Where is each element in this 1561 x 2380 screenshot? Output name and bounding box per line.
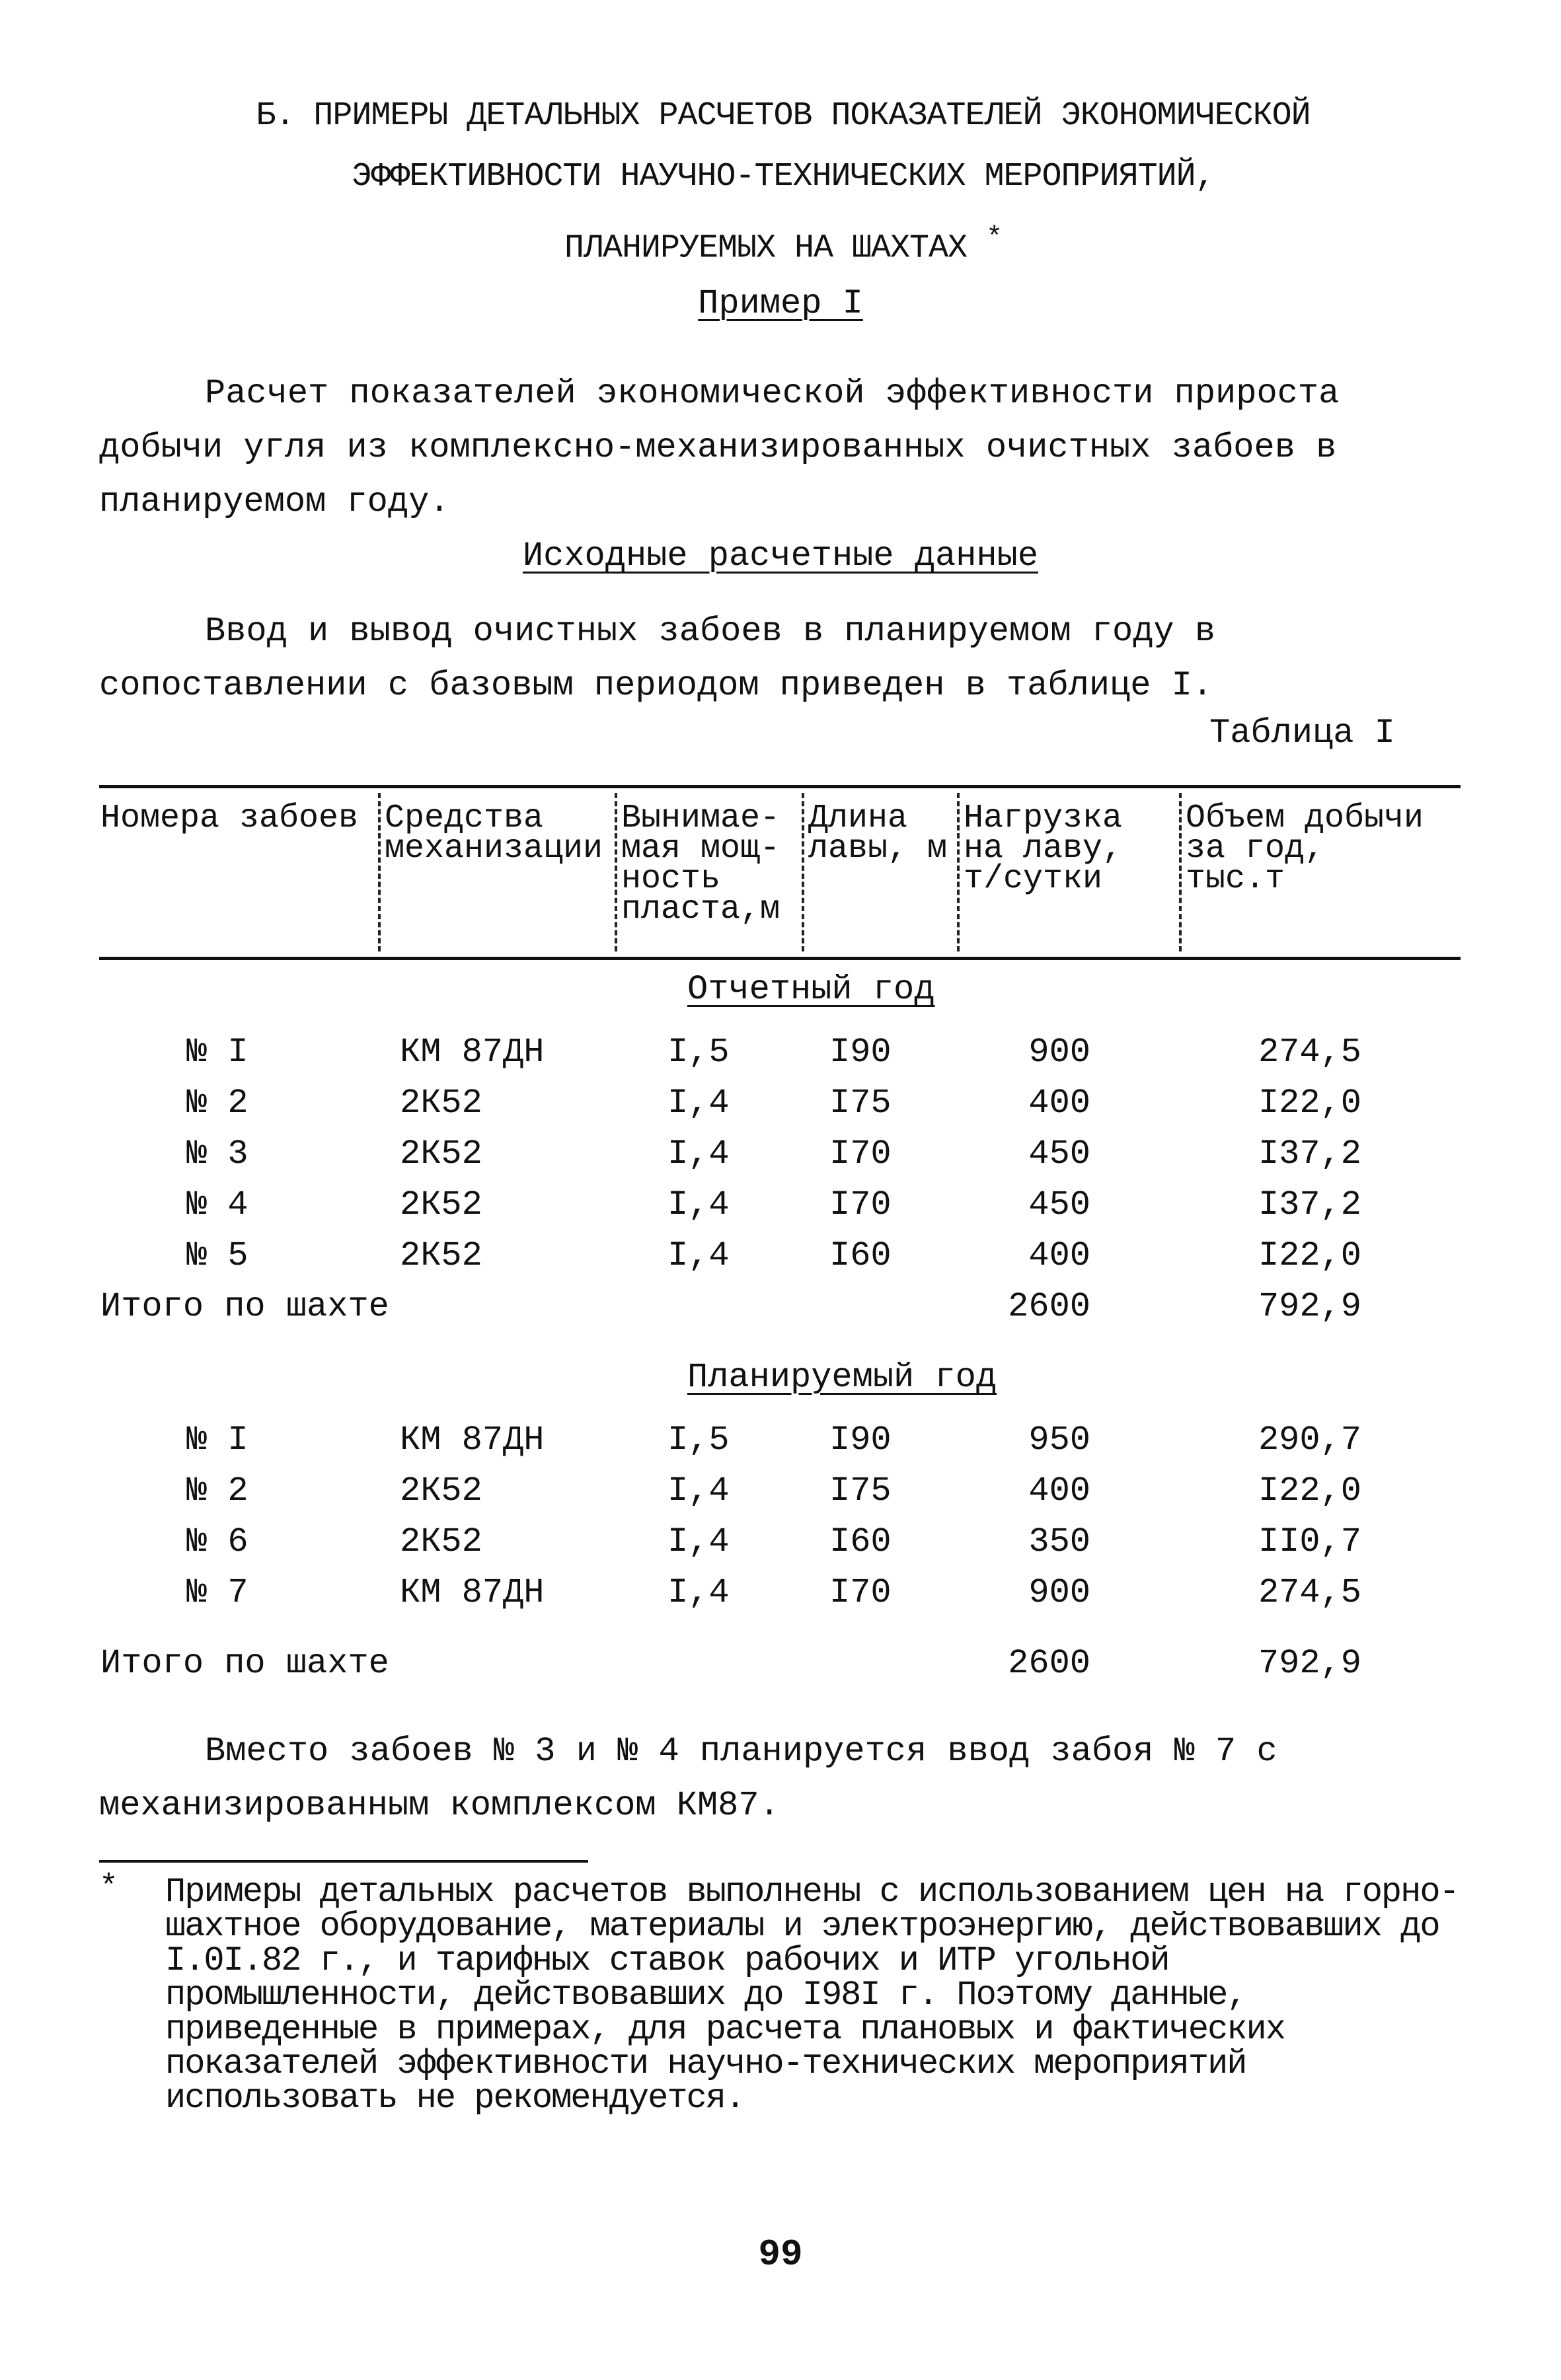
footnote-divider <box>99 1860 588 1863</box>
cell-load: 400 <box>1028 1236 1090 1275</box>
cell-load: 350 <box>1028 1522 1090 1561</box>
header-load: Нагрузка на лаву, т/сутки <box>964 800 1123 898</box>
cell-face-number: № 7 <box>186 1573 248 1612</box>
section-title-reporting-year <box>687 970 934 1009</box>
cell-face-number: № 6 <box>186 1522 248 1561</box>
cell-mechanization: 2К52 <box>400 1084 482 1123</box>
section-title-text: Исходные расчетные данные <box>522 537 1039 576</box>
total-load: 2600 <box>1008 1644 1090 1683</box>
table-caption: Таблица I <box>1209 714 1395 753</box>
header-volume: Объем добычи за год, тыс.т <box>1186 800 1424 898</box>
section-title-planned-year-text: Планируемый год <box>687 1358 997 1397</box>
column-separator <box>615 793 617 951</box>
cell-length: I60 <box>829 1522 892 1561</box>
cell-load: 950 <box>1028 1421 1090 1460</box>
heading-line-1: Б. ПРИМЕРЫ ДЕТАЛЬНЫХ РАСЧЕТОВ ПОКАЗАТЕЛЕЙ ЭКОНОМИЧЕСКОЙ <box>256 97 1311 135</box>
example-title-text: Пример I <box>698 284 863 323</box>
cell-face-number: № 4 <box>186 1185 248 1224</box>
cell-face-number: № I <box>186 1033 248 1072</box>
cell-mechanization: КМ 87ДН <box>400 1421 545 1460</box>
cell-volume: I22,0 <box>1258 1236 1361 1275</box>
cell-face-number: № 2 <box>186 1084 248 1123</box>
cell-load: 900 <box>1028 1573 1090 1612</box>
heading-line-2: ЭФФЕКТИВНОСТИ НАУЧНО-ТЕХНИЧЕСКИХ МЕРОПРИЯТИЙ, <box>352 158 1215 196</box>
data-paragraph: Ввод и вывод очистных забоев в планируемом году в сопоставлении с базовым периодом приведен в таблице I. <box>99 612 1216 705</box>
cell-load: 900 <box>1028 1033 1090 1072</box>
cell-mechanization: 2К52 <box>400 1134 482 1173</box>
cell-load: 450 <box>1028 1185 1090 1224</box>
footnote-mark: * <box>99 1870 118 1906</box>
cell-load: 400 <box>1028 1084 1090 1123</box>
header-seam-thickness: Вынимае- мая мощ- ность пласта,м <box>621 800 780 928</box>
cell-length: I90 <box>829 1033 892 1072</box>
section-title-reporting-year-text: Отчетный год <box>687 970 935 1009</box>
header-face-length: Длина лавы, м <box>808 800 948 868</box>
section-title-planned-year <box>687 1358 997 1397</box>
cell-thickness: I,4 <box>667 1236 730 1275</box>
cell-volume: I22,0 <box>1258 1471 1361 1510</box>
cell-thickness: I,4 <box>667 1134 730 1173</box>
cell-volume: 274,5 <box>1258 1573 1361 1612</box>
header-face-number: Номера забоев <box>100 800 359 837</box>
cell-length: I70 <box>829 1134 892 1173</box>
total-load: 2600 <box>1008 1287 1090 1326</box>
page-number: 99 <box>758 2233 803 2276</box>
table-header-rule <box>99 957 1461 960</box>
cell-thickness: I,5 <box>667 1033 730 1072</box>
cell-mechanization: 2К52 <box>400 1185 482 1224</box>
cell-volume: I37,2 <box>1258 1185 1361 1224</box>
cell-length: I70 <box>829 1573 892 1612</box>
cell-thickness: I,4 <box>667 1185 730 1224</box>
cell-face-number: № I <box>186 1421 248 1460</box>
cell-volume: II0,7 <box>1258 1522 1361 1561</box>
cell-load: 450 <box>1028 1134 1090 1173</box>
main-heading <box>99 86 1467 279</box>
cell-mechanization: 2К52 <box>400 1471 482 1510</box>
column-separator <box>378 793 381 951</box>
cell-length: I75 <box>829 1084 892 1123</box>
total-volume: 792,9 <box>1258 1287 1361 1326</box>
cell-load: 400 <box>1028 1471 1090 1510</box>
cell-length: I90 <box>829 1421 892 1460</box>
cell-length: I60 <box>829 1236 892 1275</box>
cell-thickness: I,4 <box>667 1084 730 1123</box>
cell-face-number: № 5 <box>186 1236 248 1275</box>
cell-thickness: I,4 <box>667 1522 730 1561</box>
heading-line-3 <box>99 207 1467 279</box>
cell-face-number: № 2 <box>186 1471 248 1510</box>
cell-volume: 274,5 <box>1258 1033 1361 1072</box>
cell-face-number: № 3 <box>186 1134 248 1173</box>
header-mechanization: Средства механизации <box>385 800 603 868</box>
cell-mechanization: КМ 87ДН <box>400 1033 545 1072</box>
cell-mechanization: 2К52 <box>400 1522 482 1561</box>
cell-volume: I22,0 <box>1258 1084 1361 1123</box>
cell-volume: 290,7 <box>1258 1421 1361 1460</box>
table-top-rule <box>99 785 1461 788</box>
heading-line-3-text: ПЛАНИРУЕМЫХ НА ШАХТАХ <box>564 229 968 268</box>
cell-thickness: I,4 <box>667 1471 730 1510</box>
total-volume: 792,9 <box>1258 1644 1361 1683</box>
cell-thickness: I,5 <box>667 1421 730 1460</box>
cell-volume: I37,2 <box>1258 1134 1361 1173</box>
section-title <box>0 537 1561 576</box>
cell-length: I70 <box>829 1185 892 1224</box>
column-separator <box>957 793 960 951</box>
cell-mechanization: 2К52 <box>400 1236 482 1275</box>
cell-thickness: I,4 <box>667 1573 730 1612</box>
column-separator <box>1179 793 1182 951</box>
note-paragraph: Вместо забоев № 3 и № 4 планируется ввод забоя № 7 с механизированным комплексом КМ87. <box>99 1732 1277 1825</box>
column-separator <box>802 793 804 951</box>
total-label: Итого по шахте <box>100 1287 389 1326</box>
total-label: Итого по шахте <box>100 1644 389 1683</box>
cell-length: I75 <box>829 1471 892 1510</box>
example-title <box>0 284 1561 323</box>
intro-paragraph: Расчет показателей экономической эффективности прироста добычи угля из комплексно-механизированных очистных забоев в планируемом году. <box>99 374 1340 521</box>
footnote-text: Примеры детальных расчетов выполнены с использованием цен на горно-шахтное оборудование, материалы и электроэнергию, действовавших до I.0I.82 г., и тарифных ставок рабочих и ИТР угольной промышленности, действовавших до I98I г. Поэтому данные, приведенные в примерах, для расчета плановых и фактических показателей эффективности научно-технических мероприятий использовать не рекомендуется. <box>165 1873 1459 2118</box>
heading-footnote-mark: * <box>986 222 1003 254</box>
cell-mechanization: КМ 87ДН <box>400 1573 545 1612</box>
